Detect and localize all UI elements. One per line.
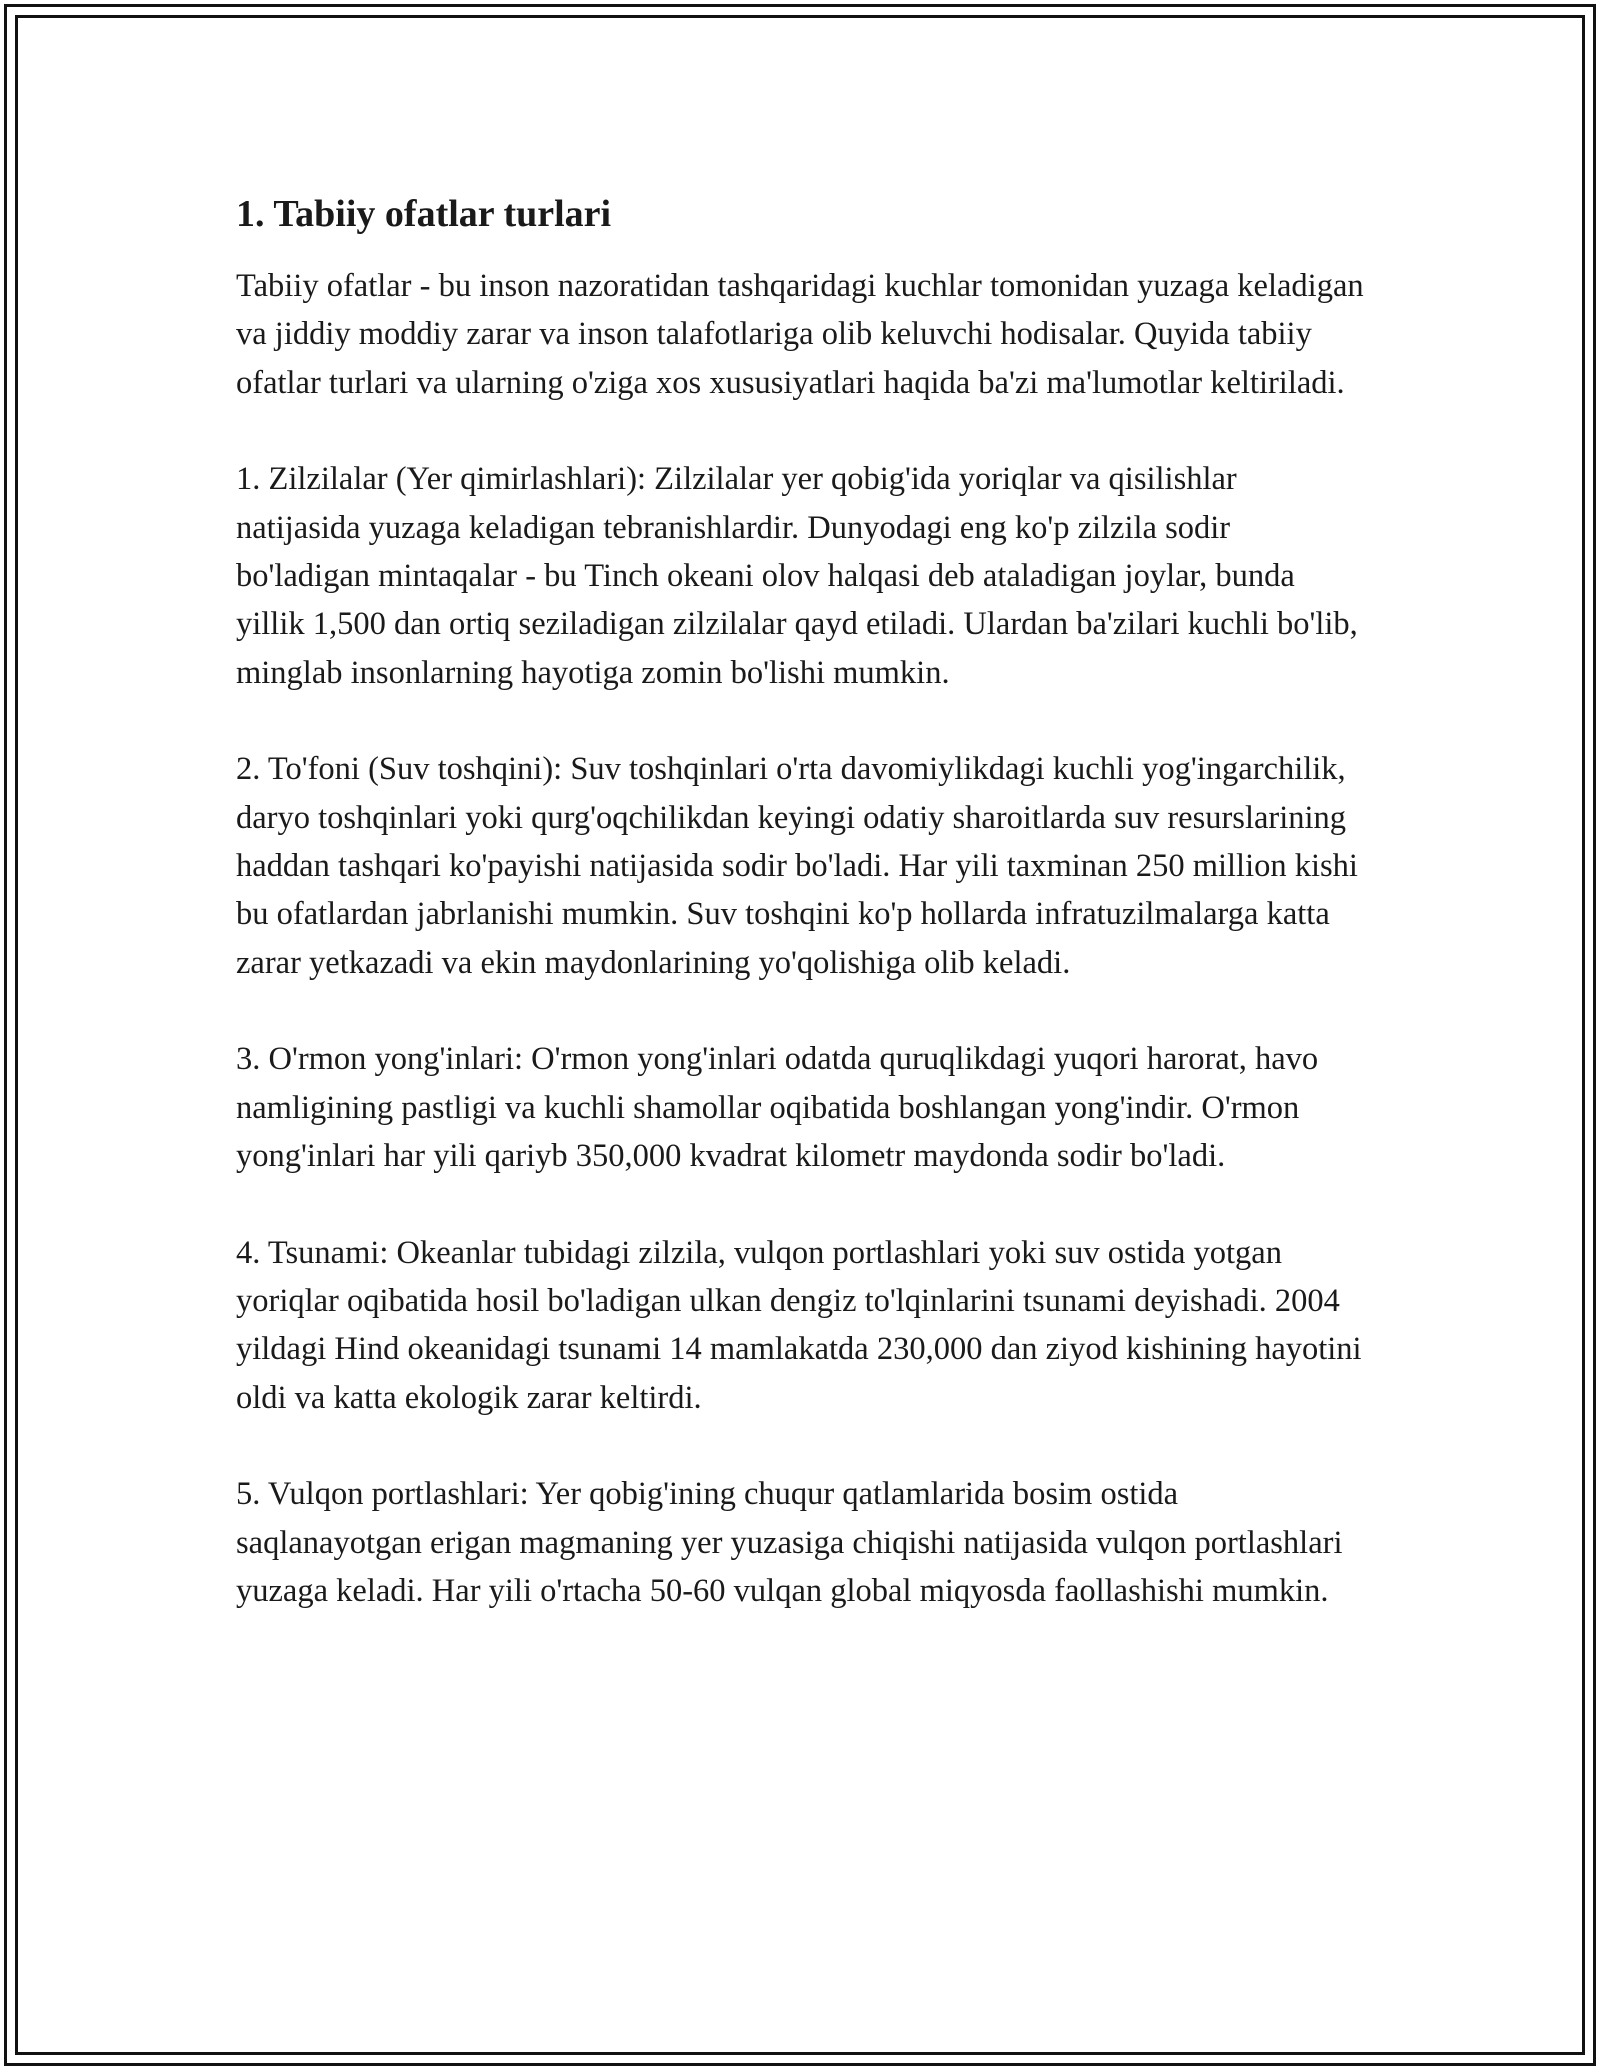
section-title: 1. Tabiiy ofatlar turlari (236, 193, 612, 235)
paragraph-floods: 2. To'foni (Suv toshqini): Suv toshqinlari o'rta davomiylikdagi kuchli yog'ingarchilik, daryo toshqinlari yoki qurg'oqchilikdan keyingi odatiy sharoitlarda suv resurslarining haddan tashqari ko'payishi natijasida sodir bo'ladi. Har yili taxminan 250 million kishi bu ofatlardan jabrlanishi mumkin. Suv toshqini ko'p hollarda infratuzilmalarga katta zarar yetkazadi va ekin maydonlarining yo'qolishiga olib keladi. (236, 751, 1358, 981)
paragraph-volcanoes: 5. Vulqon portlashlari: Yer qobig'ining chuqur qatlamlarida bosim ostida saqlanayotgan erigan magmaning yer yuzasiga chiqishi natijasida vulqon portlashlari yuzaga keladi. Har yili o'rtacha 50-60 vulqan global miqyosda faollashishi mumkin. (236, 1476, 1343, 1609)
document-body (236, 186, 1366, 1663)
paragraph-tsunami: 4. Tsunami: Okeanlar tubidagi zilzila, vulqon portlashlari yoki suv ostida yotgan yoriqlar oqibatida hosil bo'ladigan ulkan dengiz to'lqinlarini tsunami deyishadi. 2004 yildagi Hind okeanidagi tsunami 14 mamlakatda 230,000 dan ziyod kishining hayotini oldi va katta ekologik zarar keltirdi. (236, 1234, 1362, 1416)
intro-paragraph: Tabiiy ofatlar - bu inson nazoratidan tashqaridagi kuchlar tomonidan yuzaga keladigan va jiddiy moddiy zarar va inson talafotlariga olib keluvchi hodisalar. Quyida tabiiy ofatlar turlari va ularning o'ziga xos xususiyatlari haqida ba'zi ma'lumotlar keltiriladi. (236, 268, 1364, 401)
paragraph-forest-fires: 3. O'rmon yong'inlari: O'rmon yong'inlari odatda quruqlikdagi yuqori harorat, havo namligining pastligi va kuchli shamollar oqibatida boshlangan yong'indir. O'rmon yong'inlari har yili qariyb 350,000 kvadrat kilometr maydonda sodir bo'ladi. (236, 1041, 1319, 1175)
paragraph-earthquakes: 1. Zilzilalar (Yer qimirlashlari): Zilzilalar yer qobig'ida yoriqlar va qisilishlar natijasida yuzaga keladigan tebranishlardir. Dunyodagi eng ko'p zilzila sodir bo'ladigan mintaqalar - bu Tinch okeani olov halqasi deb ataladigan joylar, bunda yillik 1,500 dan ortiq seziladigan zilzilalar qayd etiladi. Ulardan ba'zilari kuchli bo'lib, minglab insonlarning hayotiga zomin bo'lishi mumkin. (236, 461, 1358, 691)
